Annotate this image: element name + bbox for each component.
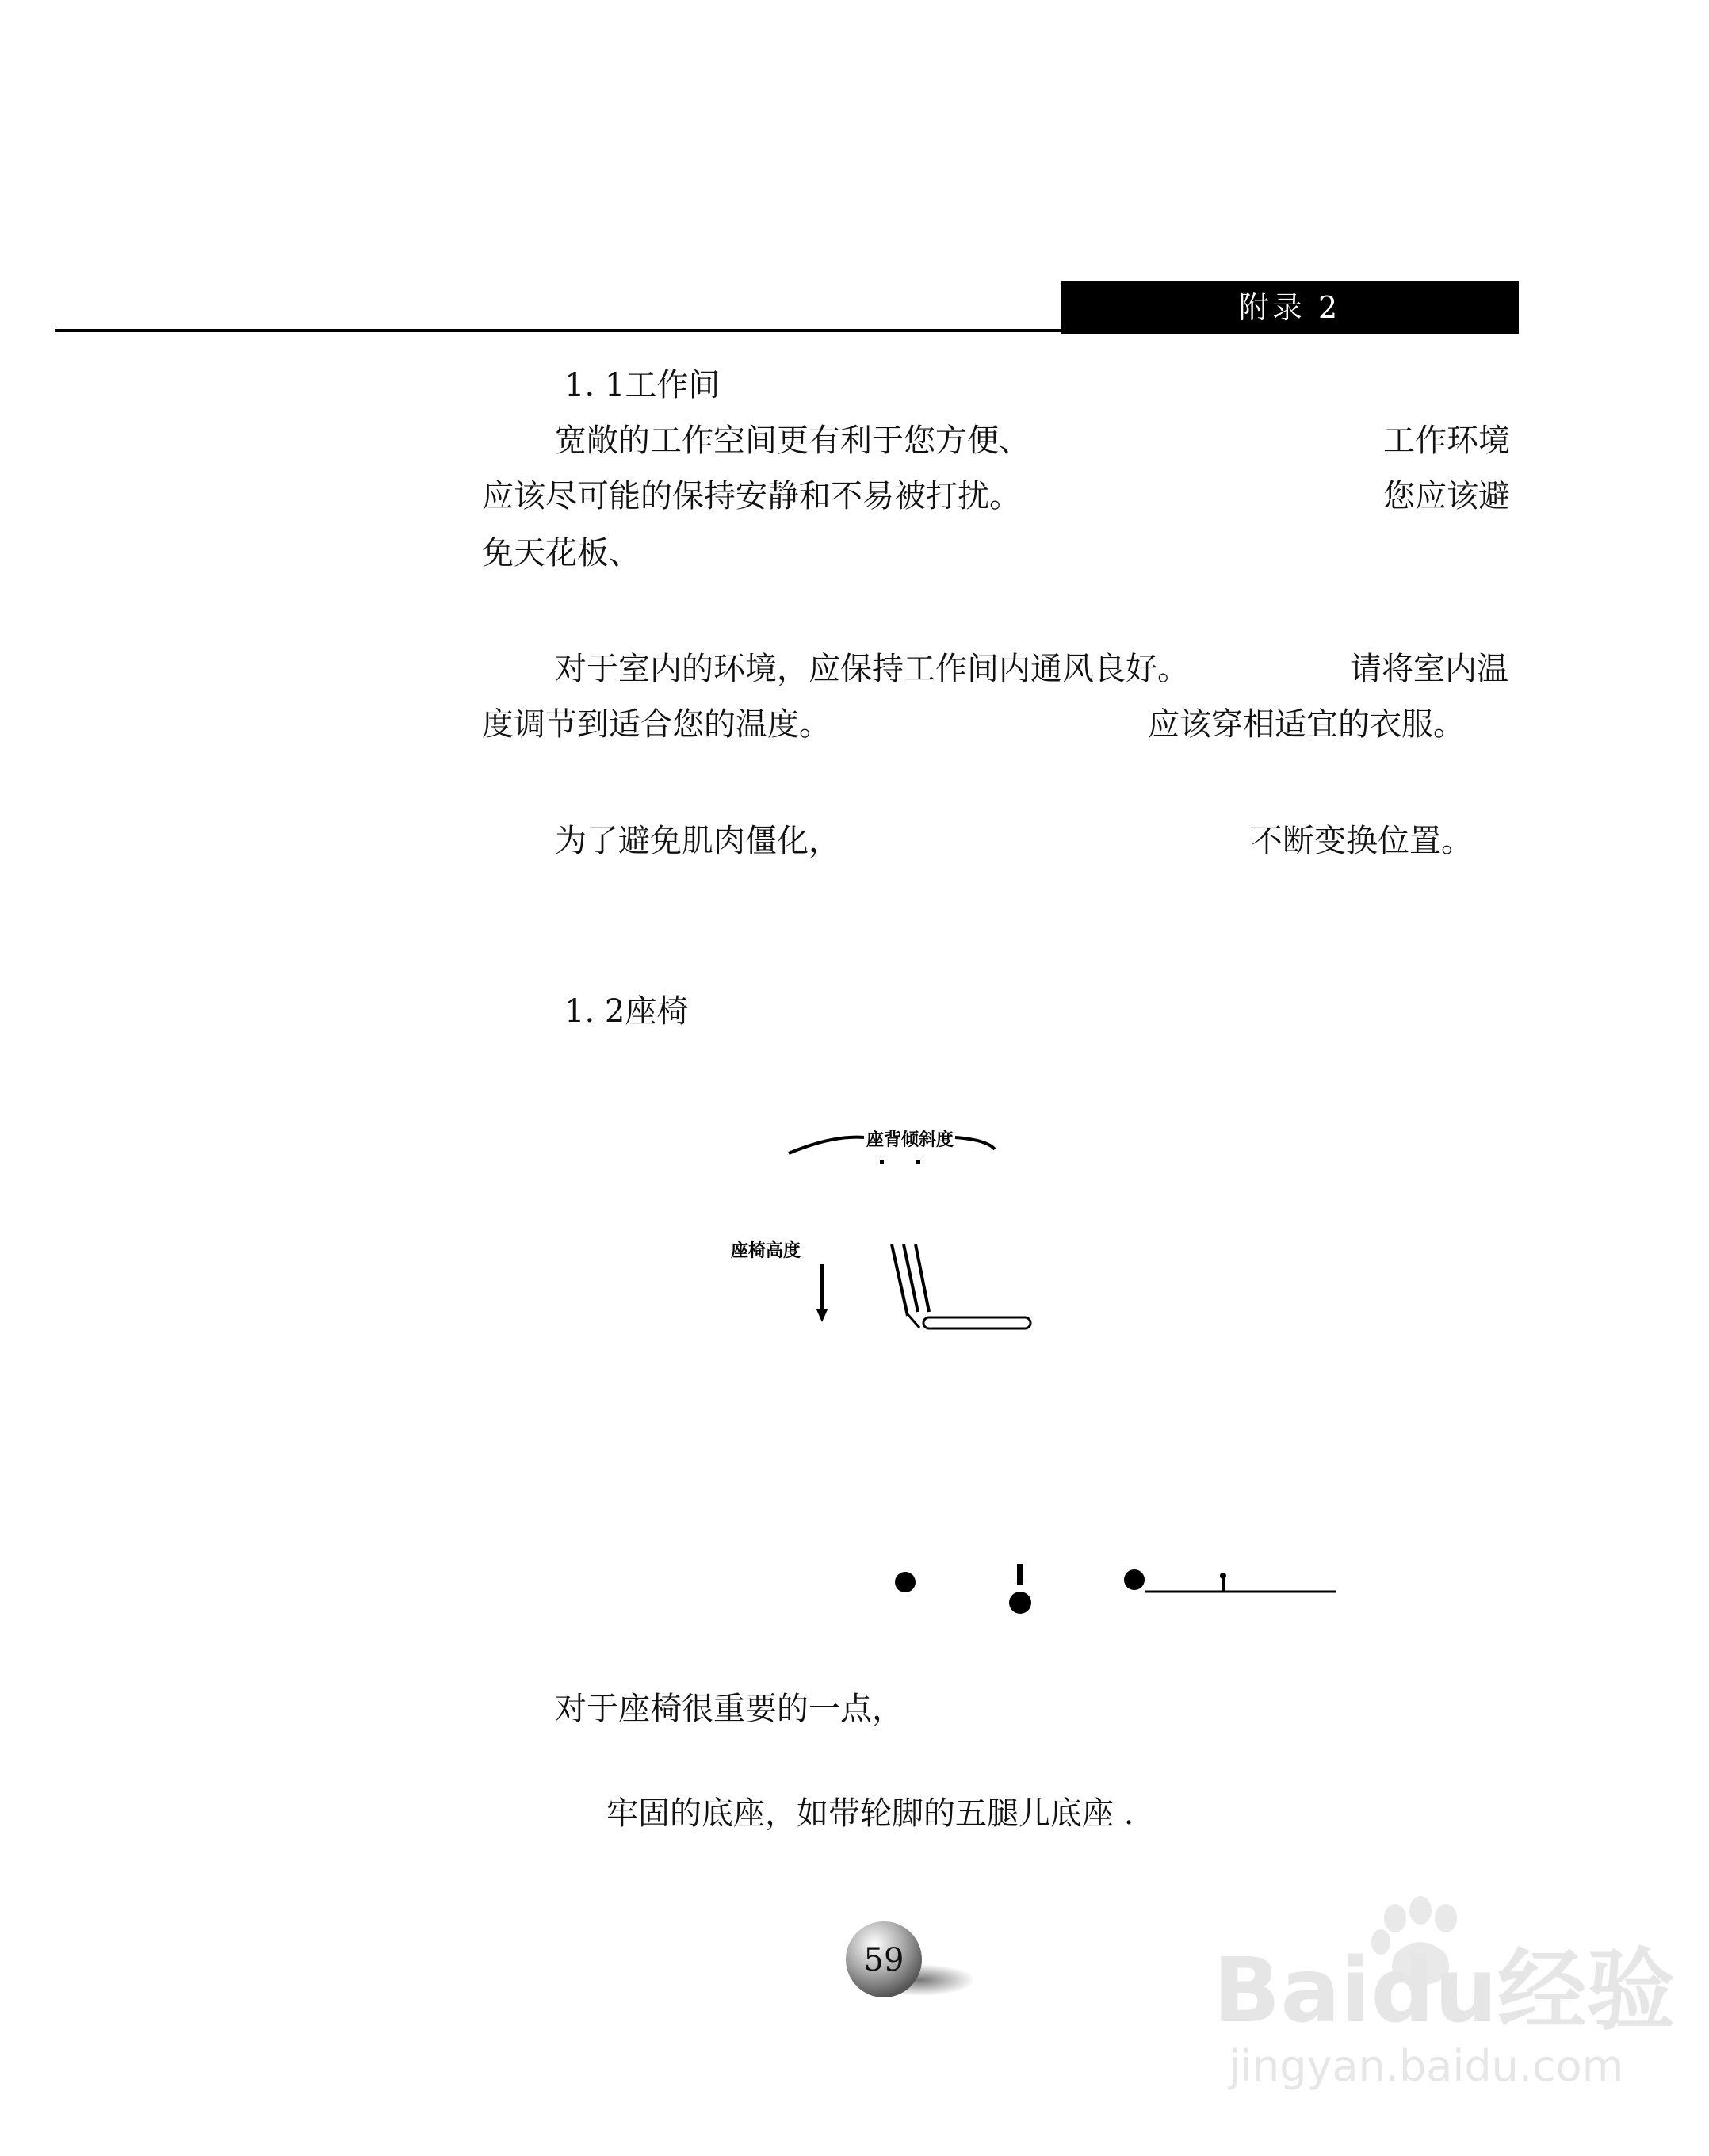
arrow-head: [816, 1309, 828, 1322]
post-marker: [1017, 1564, 1023, 1585]
dot-marker: [1009, 1592, 1031, 1614]
paragraph-text: 为了避免肌肉僵化，: [555, 823, 840, 859]
paragraph-text: 您应该避: [1383, 478, 1510, 514]
paragraph-text: 牢固的底座，如带轮脚的五腿儿底座 .: [606, 1795, 1134, 1832]
paragraph-text: 应该尽可能的保持安静和不易被打扰。: [482, 478, 1021, 514]
chair-diagram: [713, 1110, 1427, 1665]
dot-marker: [1124, 1569, 1145, 1590]
page-number: 59: [863, 1942, 904, 1978]
seat-height-label: 座椅高度: [731, 1240, 801, 1261]
paragraph-text: 对于座椅很重要的一点，: [555, 1691, 904, 1727]
chair-joint: [908, 1314, 919, 1328]
dot: [916, 1160, 920, 1164]
header-rule: [55, 329, 1061, 332]
paragraph-text: 免天花板、: [482, 535, 640, 571]
chapter-header: 附录 2: [1061, 281, 1519, 334]
chair-seat: [923, 1317, 1030, 1328]
paragraph-text: 不断变换位置。: [1251, 823, 1473, 859]
arc-left: [789, 1137, 864, 1153]
section-title-chair: 1. 2座椅: [564, 993, 689, 1030]
paragraph-text: 请将室内温: [1350, 651, 1508, 687]
paragraph-text: 度调节到适合您的温度。: [482, 706, 831, 743]
paragraph-text: 应该穿相适宜的衣服。: [1148, 706, 1465, 743]
dot: [880, 1160, 884, 1164]
paragraph-text: 宽敞的工作空间更有利于您方便、: [555, 422, 1030, 459]
paragraph-text: 对于室内的环境，应保持工作间内通风良好。: [555, 651, 1189, 687]
section-title-workspace: 1. 1工作间: [564, 367, 721, 403]
backrest-angle-label: 座背倾斜度: [866, 1130, 954, 1150]
tick-dot: [1220, 1573, 1226, 1579]
arc-right: [955, 1137, 995, 1149]
dot-marker: [895, 1572, 916, 1592]
baidu-jingyan-watermark: [1213, 1886, 1676, 2093]
watermark-brand: Baidu经验: [1213, 1940, 1676, 2043]
watermark-url: jingyan.baidu.com: [1229, 2041, 1624, 2091]
chair-back: [916, 1244, 929, 1312]
paragraph-text: 工作环境: [1383, 422, 1510, 459]
